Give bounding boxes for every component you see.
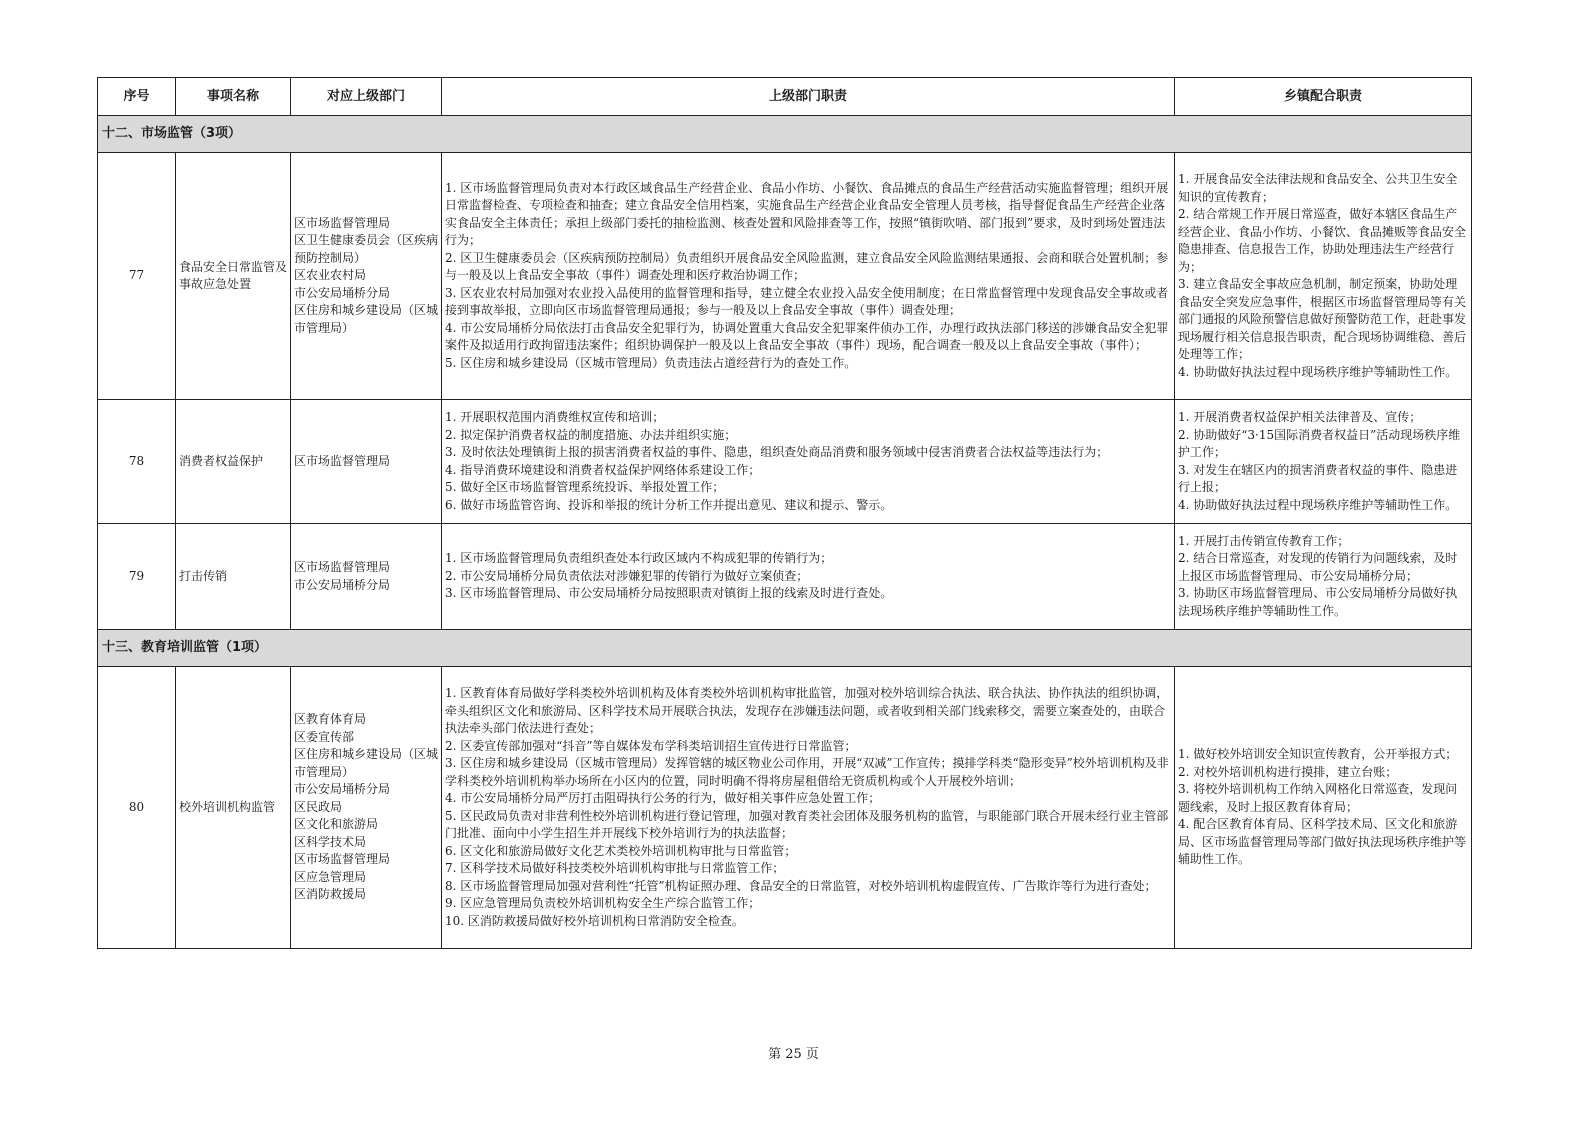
table-row (98, 153, 1472, 400)
coop-item: 3. 对发生在辖区内的损害消费者权益的事件、隐患进行上报； (1178, 462, 1458, 494)
dept-line: 区市场监督管理局 (294, 560, 391, 574)
coop-item: 2. 协助做好“3·15国际消费者权益日”活动现场秩序维护工作； (1178, 427, 1461, 459)
duty-item: 2. 市公安局埇桥分局负责依法对涉嫌犯罪的传销行为做好立案侦查； (445, 568, 809, 583)
dept-line: 区民政局 (294, 799, 343, 814)
duty-item: 4. 指导消费环境建设和消费者权益保护网络体系建设工作； (445, 462, 761, 477)
coop-item: 3. 将校外培训机构工作纳入网格化日常巡查，发现问题线索，及时上报区教育体育局； (1178, 782, 1458, 814)
duty-item: 3. 区农业农村局加强对农业投入品使用的监督管理和指导，建立健全农业投入品安全使用制度；在日常监督管理中发现食品安全事故或者接到事故举报，立即向区市场监督管理局通报；参与一般及以上食品安全事故（事件）调查处理； (445, 285, 1169, 318)
table-row (98, 667, 1472, 949)
coop-item: 1. 开展消费者权益保护相关法律普及、宣传； (1178, 410, 1422, 424)
coop-item: 3. 协助区市场监督管理局、市公安局埇桥分局做好执法现场秩序维护等辅助性工作。 (1178, 586, 1458, 618)
dept-line: 区科学技术局 (294, 834, 367, 849)
row-number: 80 (98, 667, 176, 949)
superior-depts (291, 667, 442, 949)
coop-item: 1. 开展打击传销宣传教育工作； (1178, 533, 1350, 548)
duty-item: 2. 拟定保护消费者权益的制度措施、办法并组织实施； (445, 427, 737, 442)
dept-line: 区市场监督管理局 (294, 215, 391, 230)
coop-item: 1. 做好校外培训安全知识宣传教育，公开举报方式； (1178, 747, 1458, 762)
section-row (98, 630, 1472, 667)
dept-line: 区消防救援局 (294, 887, 367, 902)
duty-table (97, 77, 1472, 949)
town-duties (1175, 667, 1472, 949)
row-number: 78 (98, 400, 176, 524)
dept-line: 区文化和旅游局 (294, 817, 379, 832)
row-number: 79 (98, 524, 176, 630)
row-number: 77 (98, 153, 176, 400)
table-row (98, 400, 1472, 524)
duty-item: 4. 市公安局埇桥分局依法打击食品安全犯罪行为，协调处置重大食品安全犯罪案件侦办工作，办理行政执法部门移送的涉嫌食品安全犯罪案件及拟适用行政拘留违法案件；组织协调保护一般及以上食品安全事故（事件）现场，配合调查一般及以上食品安全事故（事件）； (445, 320, 1169, 353)
town-duties (1175, 153, 1472, 400)
duty-item: 1. 开展职权范围内消费维权宣传和培训； (445, 410, 665, 424)
town-duties (1175, 400, 1472, 524)
duty-item: 2. 区卫生健康委员会（区疾病预防控制局）负责组织开展食品安全风险监测，建立食品安全风险监测结果通报、会商和联合处置机制；参与一般及以上食品安全事故（事件）调查处理和医疗救治协调工作； (445, 250, 1169, 283)
coop-item: 4. 协助做好执法过程中现场秩序维护等辅助性工作。 (1178, 497, 1458, 512)
dept-line: 市公安局埇桥分局 (294, 577, 391, 592)
duty-item: 9. 区应急管理局负责校外培训机构安全生产综合监管工作； (445, 896, 761, 910)
dept-line: 区市场监督管理局 (294, 852, 391, 867)
duty-item: 6. 区文化和旅游局做好文化艺术类校外培训机构审批与日常监管； (445, 843, 797, 858)
duty-item: 1. 区教育体育局做好学科类校外培训机构及体育类校外培训机构审批监管，加强对校外培训综合执法、联合执法、协作执法的组织协调，牵头组织区文化和旅游局、区科学技术局开展联合执法，发现存在涉嫌违法问题，或者收到相关部门线索移交，需要立案查处的，由联合执法牵头部门依法进行查处； (445, 686, 1169, 735)
table-row (98, 524, 1472, 630)
duty-item: 1. 区市场监督管理局负责组织查处本行政区域内不构成犯罪的传销行为； (445, 551, 833, 566)
duty-item: 4. 市公安局埇桥分局严厉打击阻碍执行公务的行为，做好相关事件应急处置工作； (445, 791, 881, 805)
superior-depts (291, 524, 442, 630)
header-item-name: 事项名称 (176, 78, 291, 116)
dept-line: 区教育体育局 (294, 712, 367, 727)
duty-item: 5. 区民政局负责对非营利性校外培训机构进行登记管理，加强对教育类社会团体及服务机构的监管，与职能部门联合开展未经行业主管部门批准、面向中小学生招生并开展线下校外培训行为的执法监督； (445, 808, 1169, 840)
superior-duties (442, 667, 1175, 949)
item-name: 消费者权益保护 (176, 400, 291, 524)
duty-item: 3. 区住房和城乡建设局（区城市管理局）发挥管辖的城区物业公司作用，开展“双减”工作宣传；摸排学科类“隐形变异”校外培训机构及非学科类校外培训机构举办场所在小区内的位置，同时明确不得将房屋租借给无资质机构或个人开展校外培训； (445, 756, 1169, 788)
dept-line: 区农业农村局 (294, 268, 367, 283)
superior-duties (442, 400, 1175, 524)
dept-line: 市公安局埇桥分局 (294, 285, 391, 300)
coop-item: 1. 开展食品安全法律法规和食品安全、公共卫生安全知识的宣传教育； (1178, 172, 1458, 204)
duty-item: 2. 区委宣传部加强对“抖音”等自媒体发布学科类培训招生宣传进行日常监管； (445, 738, 857, 753)
coop-item: 4. 协助做好执法过程中现场秩序维护等辅助性工作。 (1178, 364, 1458, 379)
dept-line: 区应急管理局 (294, 869, 367, 884)
coop-item: 4. 配合区教育体育局、区科学技术局、区文化和旅游局、区市场监督管理局等部门做好执法现场秩序维护等辅助性工作。 (1178, 817, 1467, 867)
town-duties (1175, 524, 1472, 630)
superior-duties (442, 524, 1175, 630)
header-town-duties: 乡镇配合职责 (1175, 78, 1472, 116)
dept-line: 区住房和城乡建设局（区城市管理局） (294, 303, 439, 335)
section-title: 十二、市场监管（3项） (98, 116, 1472, 153)
header-row (98, 78, 1472, 116)
duty-item: 1. 区市场监督管理局负责对本行政区域食品生产经营企业、食品小作坊、小餐饮、食品摊点的食品生产经营活动实施监督管理；组织开展日常监督检查、专项检查和抽查；建立食品安全信用档案，实施食品生产经营企业食品安全管理人员考核，指导督促食品生产经营企业落实食品安全主体责任；承担上级部门委托的抽检监测、核查处置和风险排查等工作，按照“镇街吹哨、部门报到”要求，及时到场处置违法行为； (445, 180, 1169, 248)
header-superior-dept: 对应上级部门 (291, 78, 442, 116)
item-name: 食品安全日常监管及事故应急处置 (176, 153, 291, 400)
section-row (98, 116, 1472, 153)
section-title: 十三、教育培训监管（1项） (98, 630, 1472, 667)
dept-line: 区委宣传部 (294, 729, 355, 744)
duty-item: 7. 区科学技术局做好科技类校外培训机构审批与日常监管工作； (445, 861, 785, 875)
coop-item: 2. 结合常规工作开展日常巡查，做好本辖区食品生产经营企业、食品小作坊、小餐饮、食品摊贩等食品安全隐患排查、信息报告工作，协助处理违法生产经营行为； (1178, 207, 1467, 274)
duty-item: 8. 区市场监督管理局加强对营利性“托管”机构证照办理、食品安全的日常监管，对校外培训机构虚假宣传、广告欺诈等行为进行查处； (445, 878, 1157, 893)
coop-item: 2. 结合日常巡查，对发现的传销行为问题线索，及时上报区市场监督管理局、市公安局埇桥分局； (1178, 551, 1458, 583)
header-superior-duties: 上级部门职责 (442, 78, 1175, 116)
header-no: 序号 (98, 78, 176, 116)
dept-line: 区市场监督管理局 (294, 453, 391, 468)
superior-duties (442, 153, 1175, 400)
dept-line: 区住房和城乡建设局（区城市管理局） (294, 747, 439, 779)
coop-item: 2. 对校外培训机构进行摸排，建立台账； (1178, 764, 1398, 779)
superior-depts (291, 400, 442, 524)
item-name: 校外培训机构监管 (176, 667, 291, 949)
dept-line: 区卫生健康委员会（区疾病预防控制局） (294, 233, 439, 265)
dept-line: 市公安局埇桥分局 (294, 782, 391, 797)
item-name: 打击传销 (176, 524, 291, 630)
duty-item: 3. 及时依法处理镇街上报的损害消费者权益的事件、隐患，组织查处商品消费和服务领域中侵害消费者合法权益等违法行为； (445, 445, 1109, 459)
duty-item: 5. 区住房和城乡建设局（区城市管理局）负责违法占道经营行为的查处工作。 (445, 355, 857, 370)
page-number: 第 25 页 (768, 1047, 819, 1062)
superior-depts (291, 153, 442, 400)
duty-item: 10. 区消防救援局做好校外培训机构日常消防安全检查。 (445, 913, 744, 928)
duty-item: 3. 区市场监督管理局、市公安局埇桥分局按照职责对镇街上报的线索及时进行查处。 (445, 586, 893, 601)
duty-item: 5. 做好全区市场监督管理系统投诉、举报处置工作； (445, 480, 725, 494)
duty-item: 6. 做好市场监管咨询、投诉和举报的统计分析工作并提出意见、建议和提示、警示。 (445, 497, 893, 512)
coop-item: 3. 建立食品安全事故应急机制，制定预案，协助处理食品安全突发应急事件，根据区市场监督管理局等有关部门通报的风险预警信息做好预警防范工作，赶赴事发现场履行相关信息报告职责，配合现场协调维稳、善后处理等工作； (1178, 277, 1467, 361)
